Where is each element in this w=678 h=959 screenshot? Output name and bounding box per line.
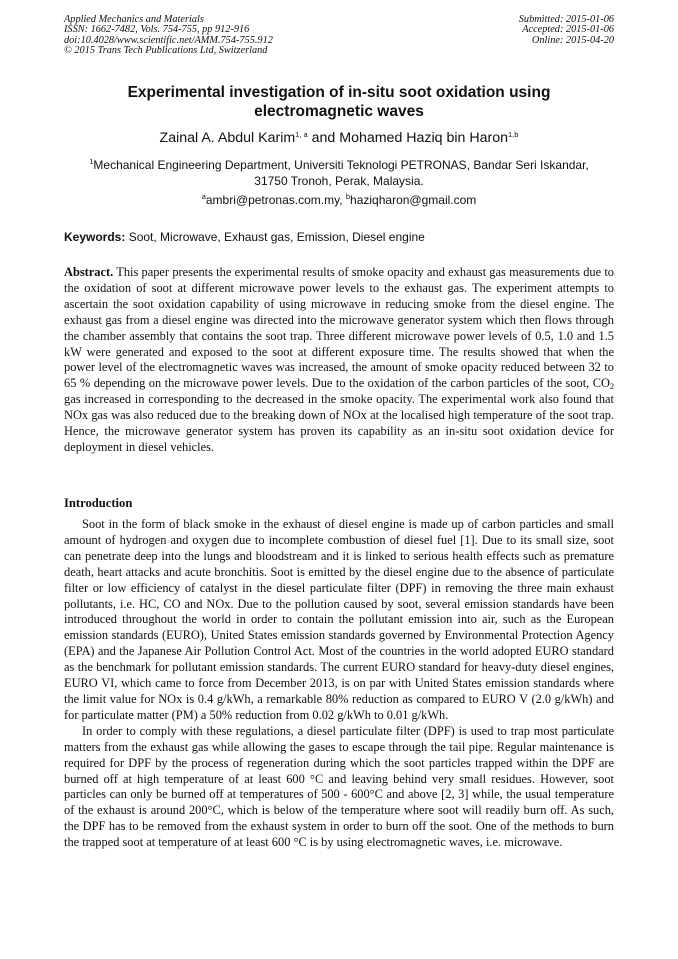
- date-accepted: Accepted: 2015-01-06: [522, 24, 614, 36]
- affiliation-sup: 1: [89, 157, 94, 166]
- date-submitted: Submitted: 2015-01-06: [518, 14, 614, 25]
- email-b-sup: b: [345, 192, 351, 201]
- abstract-label: Abstract.: [64, 265, 114, 279]
- journal-name: Applied Mechanics and Materials: [64, 14, 204, 25]
- introduction-paragraph-1: Soot in the form of black smoke in the exhaust of diesel engine is made up of carbon particles and small amount of hydrogen and oxygen due to incomplete combustion of diesel fuel [1]. Due to its small size, soot can penetrate deep into the lungs and bloodstream and it is linked to serious health effects such as premature death, heart attacks and acute bronchitis. Soot is emitted by the diesel engine due to the absence of particulate filter or low efficiency of catalyst in the diesel particulate filter (DPF) in removing the three main exhaust pollutants, i.e. HC, CO and NOx. Due to the pollution caused by soot, several emission standards have been introduced throughout the world in order to contain the pollutant emission into air, such as the European emission standards (EURO), United States emission standards governed by Environmental Protection Agency (EPA) and the Japanese Air Pollution Control Act. Most of the countries in the world adopted EURO standard as the benchmark for pollutant emission standards. The current EURO standard for heavy-duty diesel engines, EURO VI, which came to force from December 2013, is on par with United States emission standards where the limit value for NOx is 0.4 g/kWh, a remarkable 80% reduction as compared to EURO V (2.0 g/kWh) and for particulate matter (PM) a 50% reduction from 0.02 g/kWh to 0.01 g/kWh.: [64, 517, 614, 722]
- affiliation-line-2: 31750 Tronoh, Perak, Malaysia.: [254, 174, 424, 188]
- author-1-name: Zainal A. Abdul Karim: [159, 130, 296, 146]
- author-2-name: Mohamed Haziq bin Haron: [339, 130, 509, 146]
- author-emails: [64, 192, 614, 208]
- keywords-label: Keywords:: [64, 230, 126, 244]
- journal-doi: doi:10.4028/www.scientific.net/AMM.754-755.912: [64, 34, 273, 46]
- title-line-1: Experimental investigation of in-situ soot oxidation using: [127, 84, 551, 101]
- introduction-body: [64, 517, 614, 851]
- abstract-text-b: gas increased in corresponding to the decreased in the smoke opacity. The experimental work also found that NOx gas was also reduced due to the breaking down of NOx at the localised high temperature of the soot trap. Hence, the microwave generator system has proven its capability as an in-situ soot oxidation device for deployment in diesel vehicles.: [64, 392, 614, 454]
- affiliation: [64, 157, 614, 189]
- journal-copyright: © 2015 Trans Tech Publications Ltd, Switzerland: [64, 45, 268, 57]
- publication-dates: [519, 15, 614, 46]
- email-a-sup: a: [201, 192, 206, 201]
- abstract-text-a: This paper presents the experimental results of smoke opacity and exhaust gas measurements due to the oxidation of soot at different microwave power levels to the exhaust gas. The experiment attempts to ascertain the soot oxidation capability of using microwave in reducing smoke from the diesel engine. The exhaust gas from a diesel engine was directed into the microwave generator system which then flows through the chamber assembly that contains the soot trap. Three different microwave power levels of 0.5, 1.0 and 1.5 kW were generated and exposed to the soot at different exposure time. The results showed that when the power level of the electromagnetic waves was increased, the amount of smoke opacity reduced between 32 to 65 % depending on the microwave power levels. Due to the oxidation of the carbon particles of the soot, CO: [64, 265, 614, 391]
- email-b[interactable]: haziqharon@gmail.com: [350, 193, 477, 207]
- author-1-affil: 1, a: [295, 130, 308, 139]
- keywords-text: Soot, Microwave, Exhaust gas, Emission, Diesel engine: [125, 230, 425, 244]
- abstract: [64, 265, 614, 456]
- paper-title: [64, 83, 614, 121]
- date-online: Online: 2015-04-20: [531, 34, 614, 46]
- author-list: [64, 129, 614, 147]
- author-joiner: and: [307, 130, 340, 146]
- author-2-affil: 1,b: [508, 130, 519, 139]
- abstract-co2-sub: 2: [610, 382, 614, 392]
- journal-info: [64, 15, 273, 57]
- journal-issn: ISSN: 1662-7482, Vols. 754-755, pp 912-916: [64, 24, 250, 36]
- introduction-paragraph-2: In order to comply with these regulations, a diesel particulate filter (DPF) is used to trap most particulate matters from the exhaust gas while allowing the gases to escape through the tail pipe. Regular maintenance is required for DPF by the process of regeneration during which the soot particles trapped within the DPF are burned off at high temperature of at least 600 °C and leaving behind very small residues. However, soot particles can only be burned off at temperatures of 500 - 600°C and above [2, 3] while, the usual temperature of the exhaust is around 200°C, which is below of the temperature where soot will readily burn off. As such, the DPF has to be removed from the exhaust system in order to burn off the soot. One of the methods to burn the trapped soot at temperature of at least 600 °C is by using electromagnetic waves, i.e. microwave.: [64, 723, 614, 850]
- keywords: [64, 229, 614, 245]
- introduction-heading: Introduction: [64, 496, 133, 510]
- email-a[interactable]: ambri@petronas.com.my,: [205, 193, 346, 207]
- affiliation-line-1: Mechanical Engineering Department, Universiti Teknologi PETRONAS, Bandar Seri Iskandar,: [93, 158, 589, 172]
- title-line-2: electromagnetic waves: [254, 103, 424, 120]
